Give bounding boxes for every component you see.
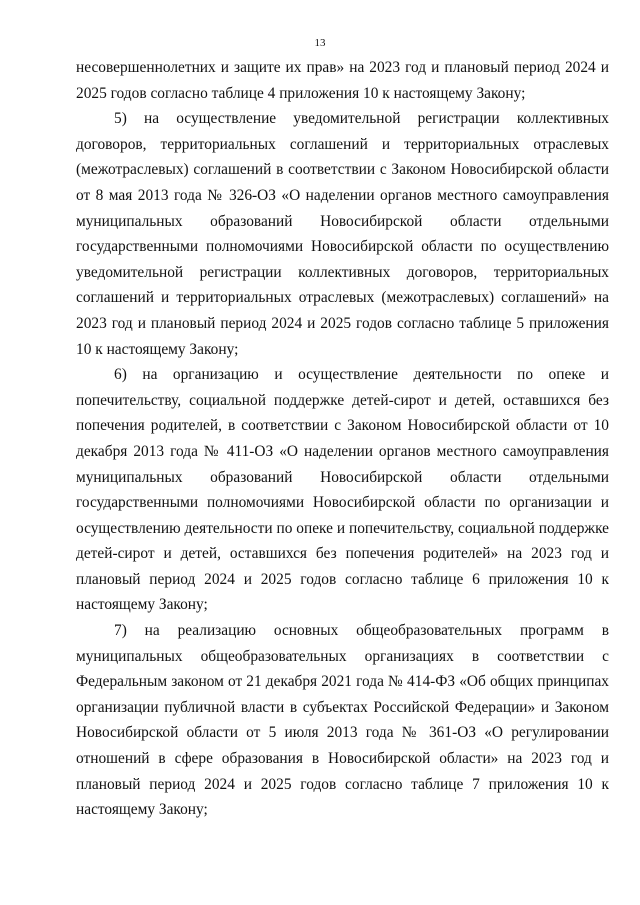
paragraph-item-5: 5) на осуществление уведомительной регистрации коллективных договоров, территориальных соглашений и территориальных отраслевых (межотраслевых) соглашений в соответствии с Законом Новосибирской области от 8 мая 2013 года № 326-ОЗ «О наделении органов местного самоуправления муниципальных образований Новосибирской области отдельными государственными полномочиями Новосибирской области по осуществлению уведомительной регистрации коллективных договоров, территориальных соглашений и территориальных отраслевых (межотраслевых) соглашений» на 2023 год и плановый период 2024 и 2025 годов согласно таблице 5 приложения 10 к настоящему Закону; [76,110,609,358]
paragraph-item-6: 6) на организацию и осуществление деятельности по опеке и попечительству, социальной поддержке детей-сирот и детей, оставшихся без попечения родителей, в соответствии с Законом Новосибирской области от 10 декабря 2013 года № 411-ОЗ «О наделении органов местного самоуправления муниципальных образований Новосибирской области отдельными государственными полномочиями Новосибирской области по организации и осуществлению деятельности по опеке и попечительству, социальной поддержке детей-сирот и детей, оставшихся без попечения родителей» на 2023 год и плановый период 2024 и 2025 годов согласно таблице 6 приложения 10 к настоящему Закону; [76,366,609,614]
page-number: 13 [314,37,326,49]
document-body [76,55,609,823]
paragraph-continuation: несовершеннолетних и защите их прав» на 2023 год и плановый период 2024 и 2025 годов согласно таблице 4 приложения 10 к настоящему Закону; [76,59,609,102]
paragraph-item-7: 7) на реализацию основных общеобразовательных программ в муниципальных общеобразовательных организациях в соответствии с Федеральным законом от 21 декабря 2021 года № 414-ФЗ «Об общих принципах организации публичной власти в субъектах Российской Федерации» и Законом Новосибирской области от 5 июля 2013 года № 361-ОЗ «О регулировании отношений в сфере образования в Новосибирской области» на 2023 год и плановый период 2024 и 2025 годов согласно таблице 7 приложения 10 к настоящему Закону; [76,622,609,819]
